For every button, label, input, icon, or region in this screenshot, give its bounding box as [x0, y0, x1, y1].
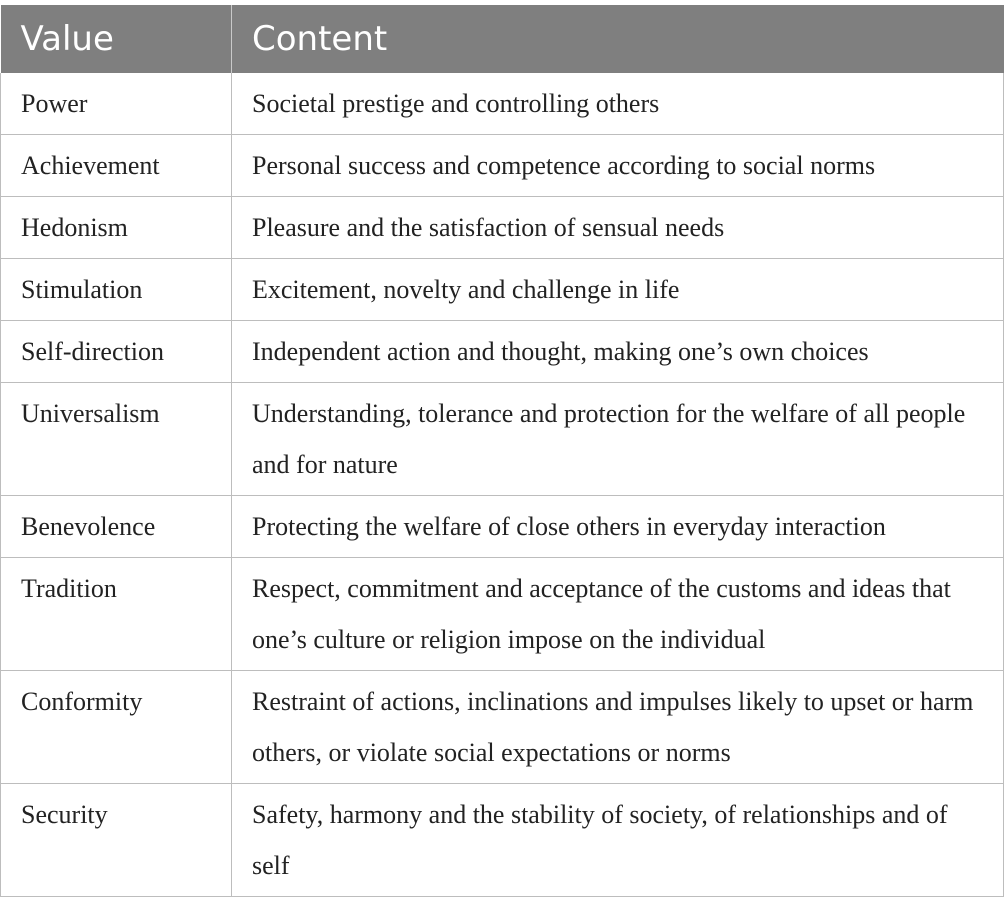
table-row	[1, 784, 1004, 897]
values-table	[0, 5, 1004, 897]
table-row	[1, 135, 1004, 197]
value-cell: Benevolence	[1, 496, 232, 558]
header-value: Value	[1, 5, 232, 73]
value-cell: Security	[1, 784, 232, 897]
value-cell: Universalism	[1, 383, 232, 496]
content-cell: Safety, harmony and the stability of society, of relationships and of self	[232, 784, 1004, 897]
content-cell: Independent action and thought, making one’s own choices	[232, 321, 1004, 383]
table-row	[1, 496, 1004, 558]
value-cell: Self-direction	[1, 321, 232, 383]
table-row	[1, 383, 1004, 496]
table-header	[1, 5, 1004, 73]
content-cell: Understanding, tolerance and protection for the welfare of all people and for nature	[232, 383, 1004, 496]
content-cell: Excitement, novelty and challenge in life	[232, 259, 1004, 321]
table-row	[1, 671, 1004, 784]
value-cell: Achievement	[1, 135, 232, 197]
table-body	[1, 73, 1004, 897]
value-cell: Hedonism	[1, 197, 232, 259]
table-row	[1, 321, 1004, 383]
content-cell: Restraint of actions, inclinations and impulses likely to upset or harm others, or violate social expectations or norms	[232, 671, 1004, 784]
content-cell: Protecting the welfare of close others in everyday interaction	[232, 496, 1004, 558]
content-cell: Personal success and competence according to social norms	[232, 135, 1004, 197]
value-cell: Conformity	[1, 671, 232, 784]
content-cell: Societal prestige and controlling others	[232, 73, 1004, 135]
value-cell: Stimulation	[1, 259, 232, 321]
header-content: Content	[232, 5, 1004, 73]
table-row	[1, 558, 1004, 671]
content-cell: Pleasure and the satisfaction of sensual needs	[232, 197, 1004, 259]
value-cell: Tradition	[1, 558, 232, 671]
header-row	[1, 5, 1004, 73]
table-row	[1, 259, 1004, 321]
table-row	[1, 73, 1004, 135]
content-cell: Respect, commitment and acceptance of the customs and ideas that one’s culture or religion impose on the individual	[232, 558, 1004, 671]
table-row	[1, 197, 1004, 259]
value-cell: Power	[1, 73, 232, 135]
